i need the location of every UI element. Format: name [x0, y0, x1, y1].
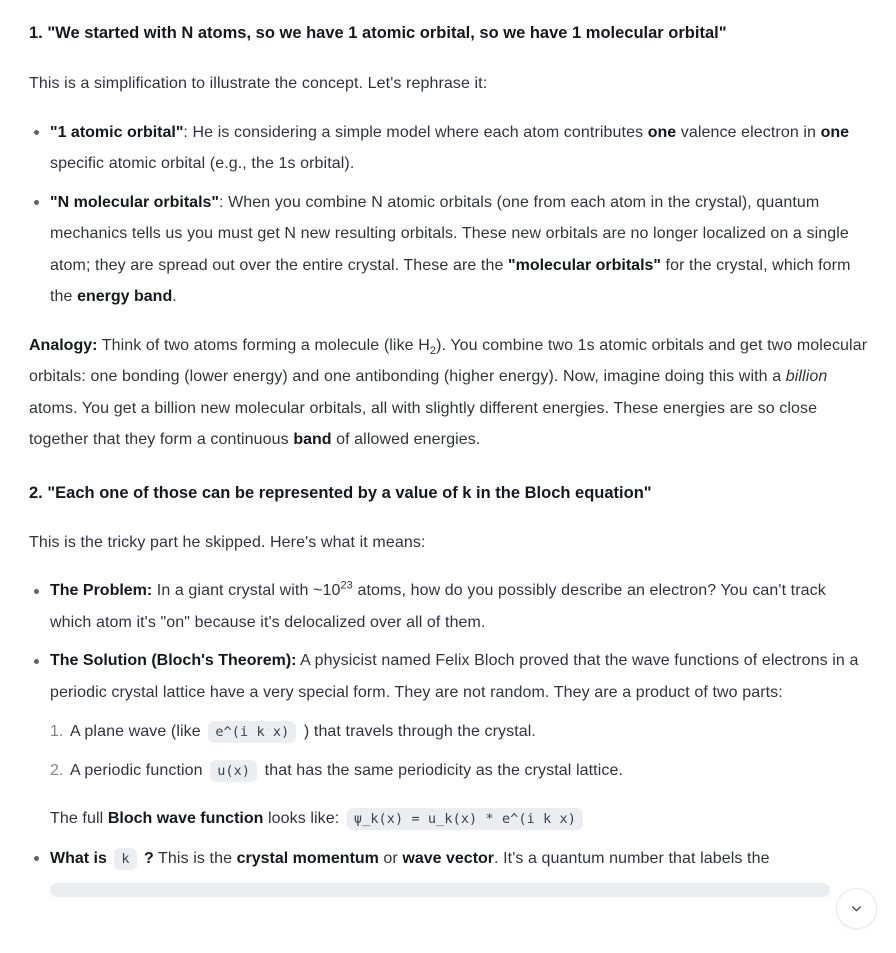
bullet-list-2 [29, 575, 871, 897]
bullet-dot-icon [34, 856, 39, 861]
section-heading-1: 1. "We started with N atoms, so we have 1 atomic orbital, so we have 1 molecular orbital" [29, 24, 727, 42]
list-number: 1. [50, 723, 64, 740]
ordered-item-text: A periodic function u(x) that has the same periodicity as the crystal lattice. [70, 755, 871, 788]
list-item [29, 117, 871, 180]
bullet-dot-icon [34, 200, 39, 205]
ordered-item-text: A plane wave (like e^(i k x) ) that travels through the crystal. [70, 716, 871, 749]
scroll-to-bottom-button[interactable] [836, 888, 877, 929]
list-number: 2. [50, 761, 64, 779]
list-item-text: "N molecular orbitals": When you combine N atomic orbitals (one from each atom in the crystal), quantum mechanics tells us you must get N new resulting orbitals. These new orbitals are no longer localized on a single atom; they are spread out over the entire crystal. These are the "molecular orbitals" for the crystal, which form the energy band. [50, 193, 851, 305]
bullet-list-1 [29, 117, 871, 313]
bloch-function-line: The full Bloch wave function looks like: ψ_k(x) = u_k(x) * e^(i k x) [50, 803, 871, 836]
list-item-text: What is k ? This is the crystal momentum or wave vector. It's a quantum number that labels the [50, 850, 770, 867]
bullet-dot-icon [34, 130, 39, 135]
ordered-list [50, 716, 871, 787]
list-item [29, 843, 871, 898]
intro-paragraph-1: This is a simplification to illustrate the concept. Let's rephrase it: [29, 75, 488, 92]
list-item [29, 645, 871, 836]
ordered-list-item [50, 716, 871, 749]
chevron-down-icon [849, 901, 864, 916]
bullet-dot-icon [34, 589, 39, 594]
list-item-text: The Problem: In a giant crystal with $\sim 10^{23}$ atoms, how do you possibly describe an electron? You can't track which atom it's "on" because it's delocalized over all of them. [50, 579, 826, 631]
list-item-text: "1 atomic orbital": He is considering a simple model where each atom contributes one valence electron in one specific atomic orbital (e.g., the 1s orbital). [50, 123, 850, 172]
list-item [29, 187, 871, 313]
list-item-text: The Solution (Bloch's Theorem): A physicist named Felix Bloch proved that the wave functions of electrons in a periodic crystal lattice have a very special form. They are not random. They are a product of two parts: [50, 652, 859, 701]
ordered-list-item [50, 755, 871, 788]
section-heading-2: 2. "Each one of those can be represented by a value of k in the Bloch equation" [29, 483, 652, 502]
list-item [29, 575, 871, 638]
bullet-dot-icon [34, 659, 39, 664]
analogy-paragraph: Analogy: Think of two atoms forming a molecule (like $H_2$). You combine two 1s atomic orbitals and get two molecular orbitals: one bonding (lower energy) and one antibonding (higher energy). Now, imagine doing this with a billion atoms. You get a billion new molecular orbitals, all with slightly different energies. These energies are so close together that they form a continuous band of allowed energies. [29, 336, 868, 448]
intro-paragraph-2: This is the tricky part he skipped. Here's what it means: [29, 533, 426, 551]
document-content [0, 20, 896, 897]
cutoff-code-block [50, 883, 830, 897]
